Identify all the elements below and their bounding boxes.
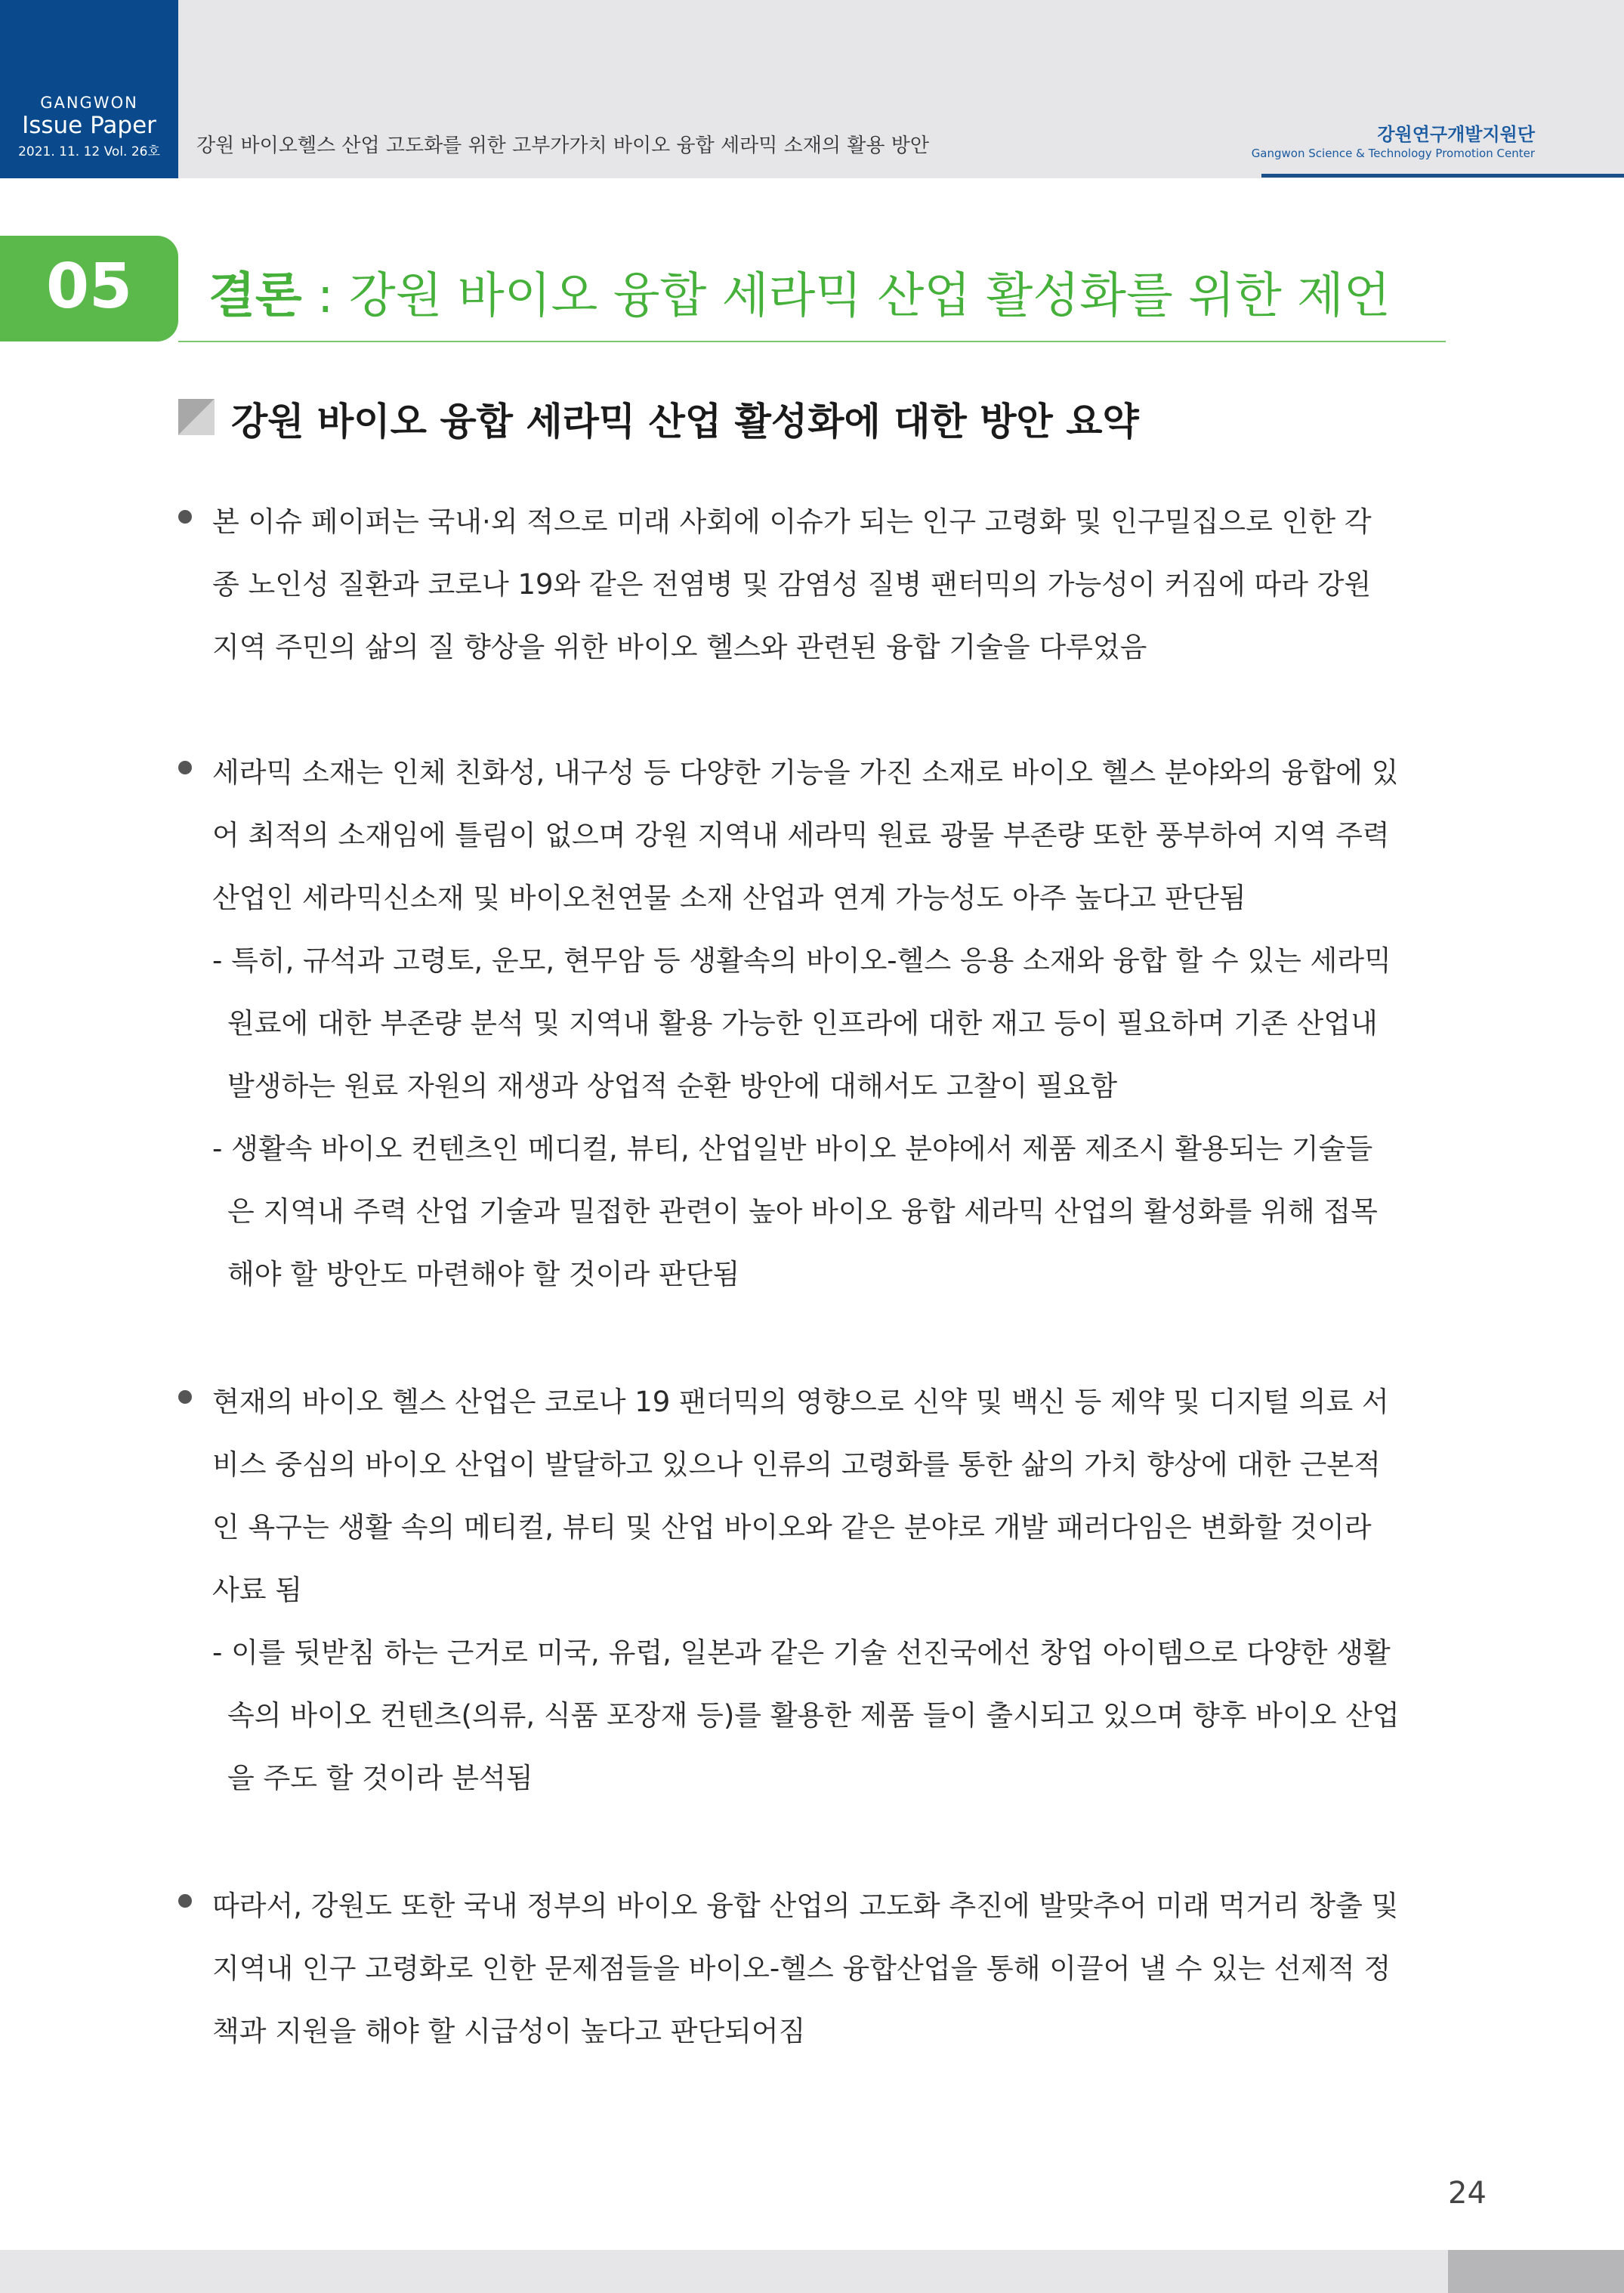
brand-region: GANGWON <box>40 94 138 112</box>
paragraph-line: 본 이슈 페이퍼는 국내·외 적으로 미래 사회에 이슈가 되는 인구 고령화 및 인구밀집으로 인한 각 <box>212 505 1372 538</box>
subheading: 강원 바이오 융합 세라믹 산업 활성화에 대한 방안 요약 <box>231 400 1139 443</box>
brand-logo-box <box>0 0 178 178</box>
bullet-icon <box>178 510 192 524</box>
sub-item-line: 발생하는 원료 자원의 재생과 상업적 순환 방안에 대해서도 고찰이 필요함 <box>227 1070 1118 1102</box>
brand-title: Issue Paper <box>22 112 156 139</box>
paragraph-line: 종 노인성 질환과 코로나 19와 같은 전염병 및 감염성 질병 팬터믹의 가능성이 커짐에 따라 강원 <box>212 568 1372 601</box>
paragraph-line: 현재의 바이오 헬스 산업은 코로나 19 팬더믹의 영향으로 신약 및 백신 등 제약 및 디지털 의료 서 <box>212 1386 1389 1418</box>
paragraph-line: 어 최적의 소재임에 틀림이 없으며 강원 지역내 세라믹 원료 광물 부존량 또한 풍부하여 지역 주력 <box>212 819 1390 851</box>
paragraph-line: 책과 지원을 해야 할 시급성이 높다고 판단되어짐 <box>212 2015 806 2047</box>
header-underline <box>1261 174 1624 178</box>
section-title-strong: 결론 <box>208 268 302 324</box>
bullet-icon <box>178 1894 192 1908</box>
organization-name-ko: 강원연구개발지원단 <box>1377 124 1535 145</box>
paragraph-line: 따라서, 강원도 또한 국내 정부의 바이오 융합 산업의 고도화 추진에 발맞추어 미래 먹거리 창출 및 <box>212 1890 1399 1922</box>
section-number-badge <box>0 236 178 341</box>
footer-band <box>0 2250 1624 2293</box>
organization-name-en: Gangwon Science & Technology Promotion Center <box>1251 147 1535 160</box>
sub-item-line: - 특히, 규석과 고령토, 운모, 현무암 등 생활속의 바이오-헬스 응용 소재와 융합 할 수 있는 세라믹 <box>212 944 1391 977</box>
issue-date-volume: 2021. 11. 12 Vol. 26호 <box>18 144 160 159</box>
paragraph-line: 지역내 인구 고령화로 인한 문제점들을 바이오-헬스 융합산업을 통해 이끌어 낼 수 있는 선제적 정 <box>212 1952 1391 1985</box>
footer-accent <box>1448 2250 1624 2293</box>
sub-item-line: 해야 할 방안도 마련해야 할 것이라 판단됨 <box>227 1258 740 1290</box>
sub-item-line: - 생활속 바이오 컨텐츠인 메디컬, 뷰티, 산업일반 바이오 분야에서 제품 제조시 활용되는 기술들 <box>212 1133 1373 1165</box>
paragraph-line: 인 욕구는 생활 속의 메티컬, 뷰티 및 산업 바이오와 같은 분야로 개발 패러다임은 변화할 것이라 <box>212 1511 1372 1544</box>
subheading-square-icon <box>178 399 215 435</box>
section-divider <box>178 341 1446 342</box>
section-number: 05 <box>45 251 133 323</box>
sub-item-line: 은 지역내 주력 산업 기술과 밀접한 관련이 높아 바이오 융합 세라믹 산업의 활성화를 위해 접목 <box>227 1195 1378 1228</box>
sub-item-line: 을 주도 할 것이라 분석됨 <box>227 1762 533 1794</box>
sub-item-line: 원료에 대한 부존량 분석 및 지역내 활용 가능한 인프라에 대한 재고 등이 필요하며 기존 산업내 <box>227 1007 1378 1040</box>
paragraph-line: 비스 중심의 바이오 산업이 발달하고 있으나 인류의 고령화를 통한 삶의 가치 향상에 대한 근본적 <box>212 1448 1381 1481</box>
section-title <box>208 257 1391 326</box>
paragraph-line: 세라믹 소재는 인체 친화성, 내구성 등 다양한 기능을 가진 소재로 바이오 헬스 분야와의 융합에 있 <box>212 756 1399 789</box>
paragraph-line: 사료 됨 <box>212 1574 302 1606</box>
paragraph-line: 지역 주민의 삶의 질 향상을 위한 바이오 헬스와 관련된 융합 기술을 다루었음 <box>212 631 1147 663</box>
bullet-icon <box>178 761 192 774</box>
bullet-icon <box>178 1390 192 1404</box>
section-title-rest: : 강원 바이오 융합 세라믹 산업 활성화를 위한 제언 <box>301 268 1391 324</box>
paragraph-line: 산업인 세라믹신소재 및 바이오천연물 소재 산업과 연계 가능성도 아주 높다고 판단됨 <box>212 882 1246 914</box>
page-number: 24 <box>1448 2176 1487 2211</box>
sub-item-line: - 이를 뒷받침 하는 근거로 미국, 유럽, 일본과 같은 기술 선진국에선 창업 아이템으로 다양한 생활 <box>212 1636 1391 1669</box>
document-title: 강원 바이오헬스 산업 고도화를 위한 고부가가치 바이오 융합 세라믹 소재의 활용 방안 <box>196 134 929 157</box>
sub-item-line: 속의 바이오 컨텐츠(의류, 식품 포장재 등)를 활용한 제품 들이 출시되고 있으며 향후 바이오 산업 <box>227 1699 1400 1732</box>
